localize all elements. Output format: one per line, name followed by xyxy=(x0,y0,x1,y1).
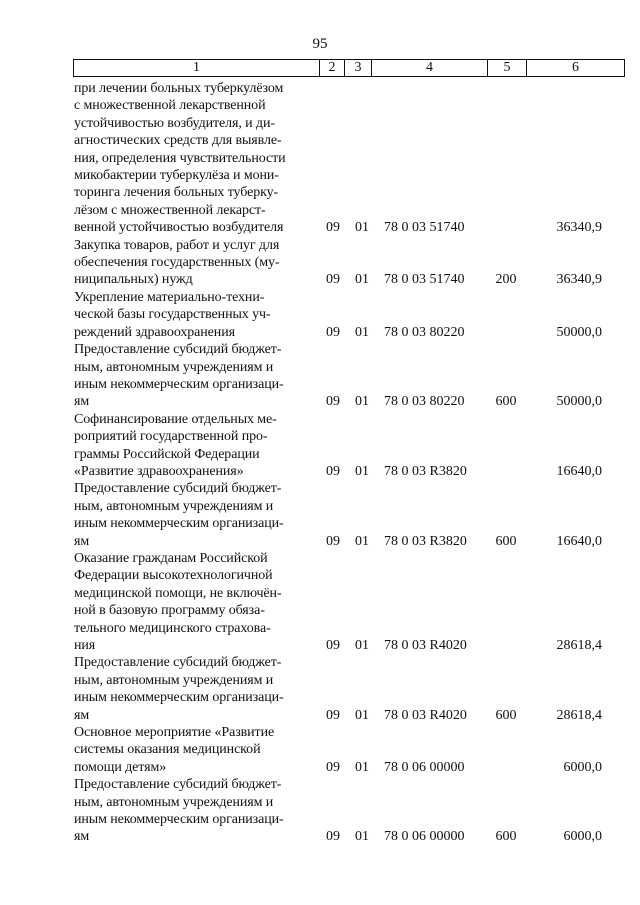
amount-value: 6000,0 xyxy=(563,829,602,845)
description-line: помощи детям» xyxy=(74,759,167,775)
amount-value: 36340,9 xyxy=(556,272,602,288)
description-line: иным некоммерческим организаци- xyxy=(74,376,284,392)
description-line: реждений здравоохранения xyxy=(74,324,235,340)
description-line: медицинской помощи, не включён- xyxy=(74,585,282,601)
header-col-4: 4 xyxy=(372,60,488,76)
description-line: торинга лечения больных туберку- xyxy=(74,185,279,201)
description-line: ния xyxy=(74,638,96,653)
subsection-code: 01 xyxy=(355,759,369,775)
target-article-code: 78 0 03 R4020 xyxy=(384,707,467,723)
row-description xyxy=(74,776,312,846)
description-line: Основное мероприятие «Развитие xyxy=(74,725,275,741)
amount-value: 6000,0 xyxy=(563,759,602,775)
table-row xyxy=(0,724,640,776)
target-article-code: 78 0 03 51740 xyxy=(384,272,465,288)
description-line: микобактерии туберкулёза и мони- xyxy=(74,168,279,184)
row-description xyxy=(74,480,312,550)
description-line: ным, автономным учреждениям и xyxy=(74,794,274,810)
section-code: 09 xyxy=(326,707,340,723)
description-line: Укрепление материально-техни- xyxy=(74,289,265,305)
amount-value: 36340,9 xyxy=(556,220,602,236)
section-code: 09 xyxy=(326,759,340,775)
table-row xyxy=(0,237,640,289)
section-code: 09 xyxy=(326,463,340,479)
header-col-5: 5 xyxy=(488,60,527,76)
amount-value: 16640,0 xyxy=(556,463,602,479)
description-line: «Развитие здравоохранения» xyxy=(74,463,244,479)
description-line: роприятий государственной про- xyxy=(74,429,268,445)
row-description xyxy=(74,724,312,776)
row-description xyxy=(74,341,312,411)
description-line: иным некоммерческим организаци- xyxy=(74,812,284,828)
table-row xyxy=(0,776,640,846)
description-line: ным, автономным учреждениям и xyxy=(74,672,274,688)
description-line: ным, автономным учреждениям и xyxy=(74,359,274,375)
row-description xyxy=(74,411,312,481)
description-line: лёзом с множественной лекарст- xyxy=(74,202,266,218)
table-row xyxy=(0,480,640,550)
row-description xyxy=(74,80,312,237)
expense-type-code: 600 xyxy=(495,707,517,723)
row-description xyxy=(74,550,312,654)
section-code: 09 xyxy=(326,394,340,410)
description-line: Предоставление субсидий бюджет- xyxy=(74,481,282,497)
section-code: 09 xyxy=(326,324,340,340)
description-line: Предоставление субсидий бюджет- xyxy=(74,342,282,358)
target-article-code: 78 0 03 R3820 xyxy=(384,463,467,479)
amount-value: 28618,4 xyxy=(556,707,602,723)
expense-type-code: 600 xyxy=(495,829,517,845)
subsection-code: 01 xyxy=(355,533,369,549)
description-line: ния, определения чувствительности xyxy=(74,150,286,166)
description-line: обеспечения государственных (му- xyxy=(74,255,280,271)
subsection-code: 01 xyxy=(355,463,369,479)
description-line: иным некоммерческим организаци- xyxy=(74,690,284,706)
amount-value: 50000,0 xyxy=(556,324,602,340)
description-line: Федерации высокотехнологичной xyxy=(74,568,273,584)
amount-value: 28618,4 xyxy=(556,638,602,653)
subsection-code: 01 xyxy=(355,220,369,236)
header-col-1: 1 xyxy=(74,60,320,76)
expense-type-code: 200 xyxy=(495,272,517,288)
table-row xyxy=(0,654,640,724)
description-line: ям xyxy=(74,394,90,410)
header-col-6: 6 xyxy=(572,60,579,75)
table-row xyxy=(0,550,640,654)
target-article-code: 78 0 06 00000 xyxy=(384,829,465,845)
target-article-code: 78 0 03 R4020 xyxy=(384,638,467,653)
section-code: 09 xyxy=(326,533,340,549)
description-line: Оказание гражданам Российской xyxy=(74,550,268,566)
header-col-3: 3 xyxy=(345,60,372,76)
row-description xyxy=(74,654,312,724)
description-line: ниципальных) нужд xyxy=(74,272,193,288)
target-article-code: 78 0 03 80220 xyxy=(384,324,465,340)
table-row xyxy=(0,411,640,481)
description-line: тельного медицинского страхова- xyxy=(74,620,271,636)
table-header xyxy=(73,59,625,77)
description-line: иным некоммерческим организаци- xyxy=(74,516,284,532)
description-line: с множественной лекарственной xyxy=(74,98,266,114)
table-row xyxy=(0,80,640,237)
description-line: ям xyxy=(74,533,90,549)
target-article-code: 78 0 03 80220 xyxy=(384,394,465,410)
subsection-code: 01 xyxy=(355,638,369,653)
description-line: ям xyxy=(74,829,90,845)
target-article-code: 78 0 03 51740 xyxy=(384,220,465,236)
section-code: 09 xyxy=(326,272,340,288)
header-col-2: 2 xyxy=(320,60,345,76)
page-number: 95 xyxy=(312,36,328,52)
expense-type-code: 600 xyxy=(495,533,517,549)
table-body xyxy=(0,80,640,846)
amount-value: 50000,0 xyxy=(556,394,602,410)
description-line: Закупка товаров, работ и услуг для xyxy=(74,237,280,253)
row-description xyxy=(74,237,312,289)
section-code: 09 xyxy=(326,638,340,653)
description-line: ным, автономным учреждениям и xyxy=(74,498,274,514)
subsection-code: 01 xyxy=(355,829,369,845)
subsection-code: 01 xyxy=(355,707,369,723)
description-line: граммы Российской Федерации xyxy=(74,446,260,462)
description-line: ческой базы государственных уч- xyxy=(74,307,271,323)
description-line: при лечении больных туберкулёзом xyxy=(74,81,284,96)
description-line: Софинансирование отдельных ме- xyxy=(74,411,277,427)
description-line: агностических средств для выявле- xyxy=(74,133,282,149)
description-line: ной в базовую программу обяза- xyxy=(74,603,265,619)
row-description xyxy=(74,289,312,341)
description-line: ям xyxy=(74,707,90,723)
description-line: устойчивостью возбудителя, и ди- xyxy=(74,115,275,131)
amount-value: 16640,0 xyxy=(556,533,602,549)
table-row xyxy=(0,289,640,341)
subsection-code: 01 xyxy=(355,324,369,340)
subsection-code: 01 xyxy=(355,272,369,288)
description-line: венной устойчивостью возбудителя xyxy=(74,220,284,236)
target-article-code: 78 0 06 00000 xyxy=(384,759,465,775)
expense-type-code: 600 xyxy=(495,394,517,410)
subsection-code: 01 xyxy=(355,394,369,410)
section-code: 09 xyxy=(326,829,340,845)
section-code: 09 xyxy=(326,220,340,236)
description-line: системы оказания медицинской xyxy=(74,742,261,758)
target-article-code: 78 0 03 R3820 xyxy=(384,533,467,549)
description-line: Предоставление субсидий бюджет- xyxy=(74,655,282,671)
table-row xyxy=(0,341,640,411)
description-line: Предоставление субсидий бюджет- xyxy=(74,777,282,793)
